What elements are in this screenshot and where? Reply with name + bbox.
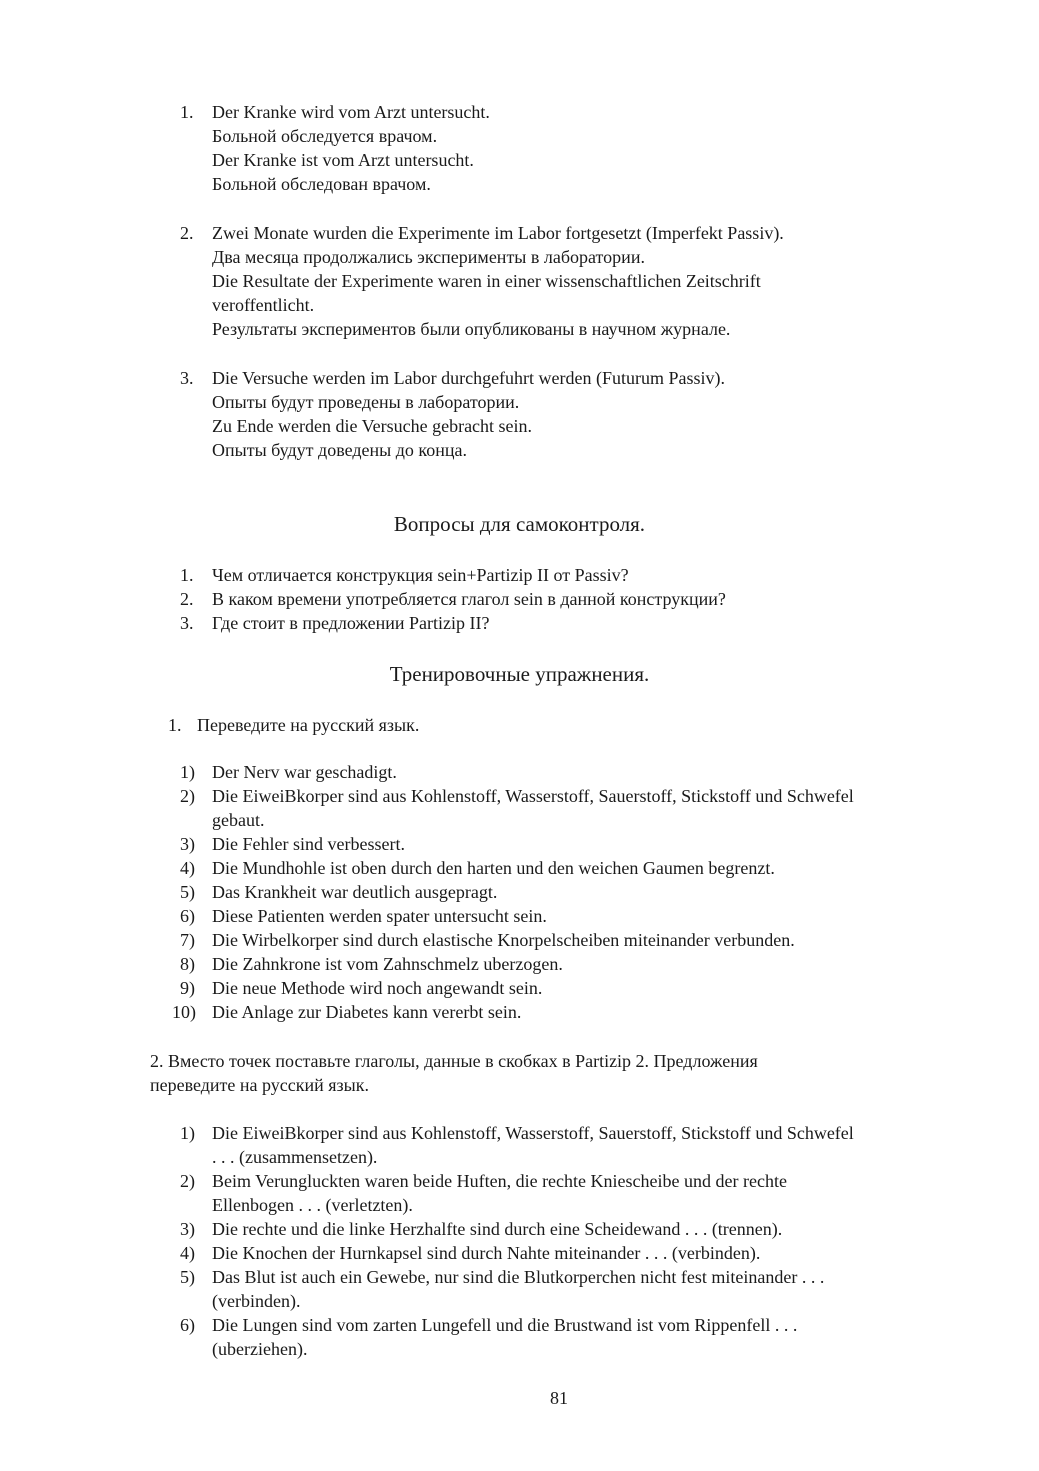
example-number: 3. [180,368,194,388]
exercise-instruction: Переведите на русский язык. [197,715,420,735]
question-text: Где стоит в предложении Partizip II? [212,613,490,633]
example-line: Больной обследуется врачом. [212,126,438,146]
item-text: (verbinden). [212,1291,301,1311]
example-line: Der Kranke wird vom Arzt untersucht. [212,102,490,122]
item-text: Das Blut ist auch ein Gewebe, nur sind die Blutkorperchen nicht fest miteinander . . . [212,1267,825,1287]
example-number: 2. [180,223,194,243]
item-number: 7) [180,930,195,950]
example-line: Два месяца продолжались эксперименты в лаборатории. [212,247,645,267]
example-line: Zwei Monate wurden die Experimente im Labor fortgesetzt (Imperfekt Passiv). [212,223,784,243]
example-line: Больной обследован врачом. [212,174,431,194]
question-number: 1. [180,565,194,585]
example-line: Die Resultate der Experimente waren in einer wissenschaftlichen Zeitschrift [212,271,761,291]
example-line: Der Kranke ist vom Arzt untersucht. [212,150,474,170]
item-number: 9) [180,978,195,998]
item-number: 8) [180,954,195,974]
example-line: Опыты будут проведены в лаборатории. [212,392,520,412]
item-text: Ellenbogen . . . (verletzten). [212,1195,413,1215]
exercise-instruction: переведите на русский язык. [150,1075,370,1095]
example-line: Результаты экспериментов были опубликованы в научном журнале. [212,319,731,339]
item-number: 5) [180,1267,195,1287]
item-text: Das Krankheit war deutlich ausgepragt. [212,882,498,902]
item-text: Die neue Methode wird noch angewandt sein. [212,978,543,998]
question-text: Чем отличается конструкция sein+Partizip II от Passiv? [212,565,629,585]
question-text: В каком времени употребляется глагол sein в данной конструкции? [212,589,726,609]
item-text: Beim Verungluckten waren beide Huften, die rechte Kniescheibe und der rechte [212,1171,787,1191]
exercise-instruction: 2. Вместо точек поставьте глаголы, данные в скобках в Partizip 2. Предложения [150,1051,758,1071]
item-text: (uberziehen). [212,1339,308,1359]
item-number: 3) [180,834,195,854]
item-text: Diese Patienten werden spater untersucht sein. [212,906,547,926]
example-line: Die Versuche werden im Labor durchgefuhrt werden (Futurum Passiv). [212,368,726,388]
item-text: gebaut. [212,810,265,830]
item-text: Die Wirbelkorper sind durch elastische Knorpelscheiben miteinander verbunden. [212,930,795,950]
exercise-number: 1. [168,715,182,735]
example-line: Zu Ende werden die Versuche gebracht sein. [212,416,533,436]
question-number: 2. [180,589,194,609]
item-text: Die Zahnkrone ist vom Zahnschmelz uberzogen. [212,954,563,974]
self-check-heading: Вопросы для самоконтроля. [393,512,646,536]
example-line: veroffentlicht. [212,295,315,315]
example-number: 1. [180,102,194,122]
example-line: Опыты будут доведены до конца. [212,440,467,460]
item-text: Die Fehler sind verbessert. [212,834,405,854]
item-text: Die Lungen sind vom zarten Lungefell und die Brustwand ist vom Rippenfell . . . [212,1315,798,1335]
item-text: Die Mundhohle ist oben durch den harten und den weichen Gaumen begrenzt. [212,858,775,878]
training-heading: Тренировочные упражнения. [389,662,650,686]
item-number: 6) [180,1315,195,1335]
item-text: Die rechte und die linke Herzhalfte sind durch eine Scheidewand . . . (trennen). [212,1219,783,1239]
item-number: 10) [172,1002,196,1022]
item-number: 2) [180,1171,195,1191]
item-text: Der Nerv war geschadigt. [212,762,397,782]
item-text: Die EiweiBkorper sind aus Kohlenstoff, Wasserstoff, Sauerstoff, Stickstoff und Schwefel [212,1123,854,1143]
item-number: 2) [180,786,195,806]
question-number: 3. [180,613,194,633]
item-number: 1) [180,762,195,782]
item-number: 3) [180,1219,195,1239]
item-number: 6) [180,906,195,926]
item-text: Die Knochen der Hurnkapsel sind durch Nahte miteinander . . . (verbinden). [212,1243,761,1263]
item-number: 4) [180,858,195,878]
item-number: 1) [180,1123,195,1143]
item-text: Die Anlage zur Diabetes kann vererbt sein. [212,1002,522,1022]
page-number: 81 [550,1388,568,1408]
item-text: Die EiweiBkorper sind aus Kohlenstoff, Wasserstoff, Sauerstoff, Stickstoff und Schwefel [212,786,854,806]
item-number: 4) [180,1243,195,1263]
item-text: . . . (zusammensetzen). [212,1147,378,1167]
item-number: 5) [180,882,195,902]
